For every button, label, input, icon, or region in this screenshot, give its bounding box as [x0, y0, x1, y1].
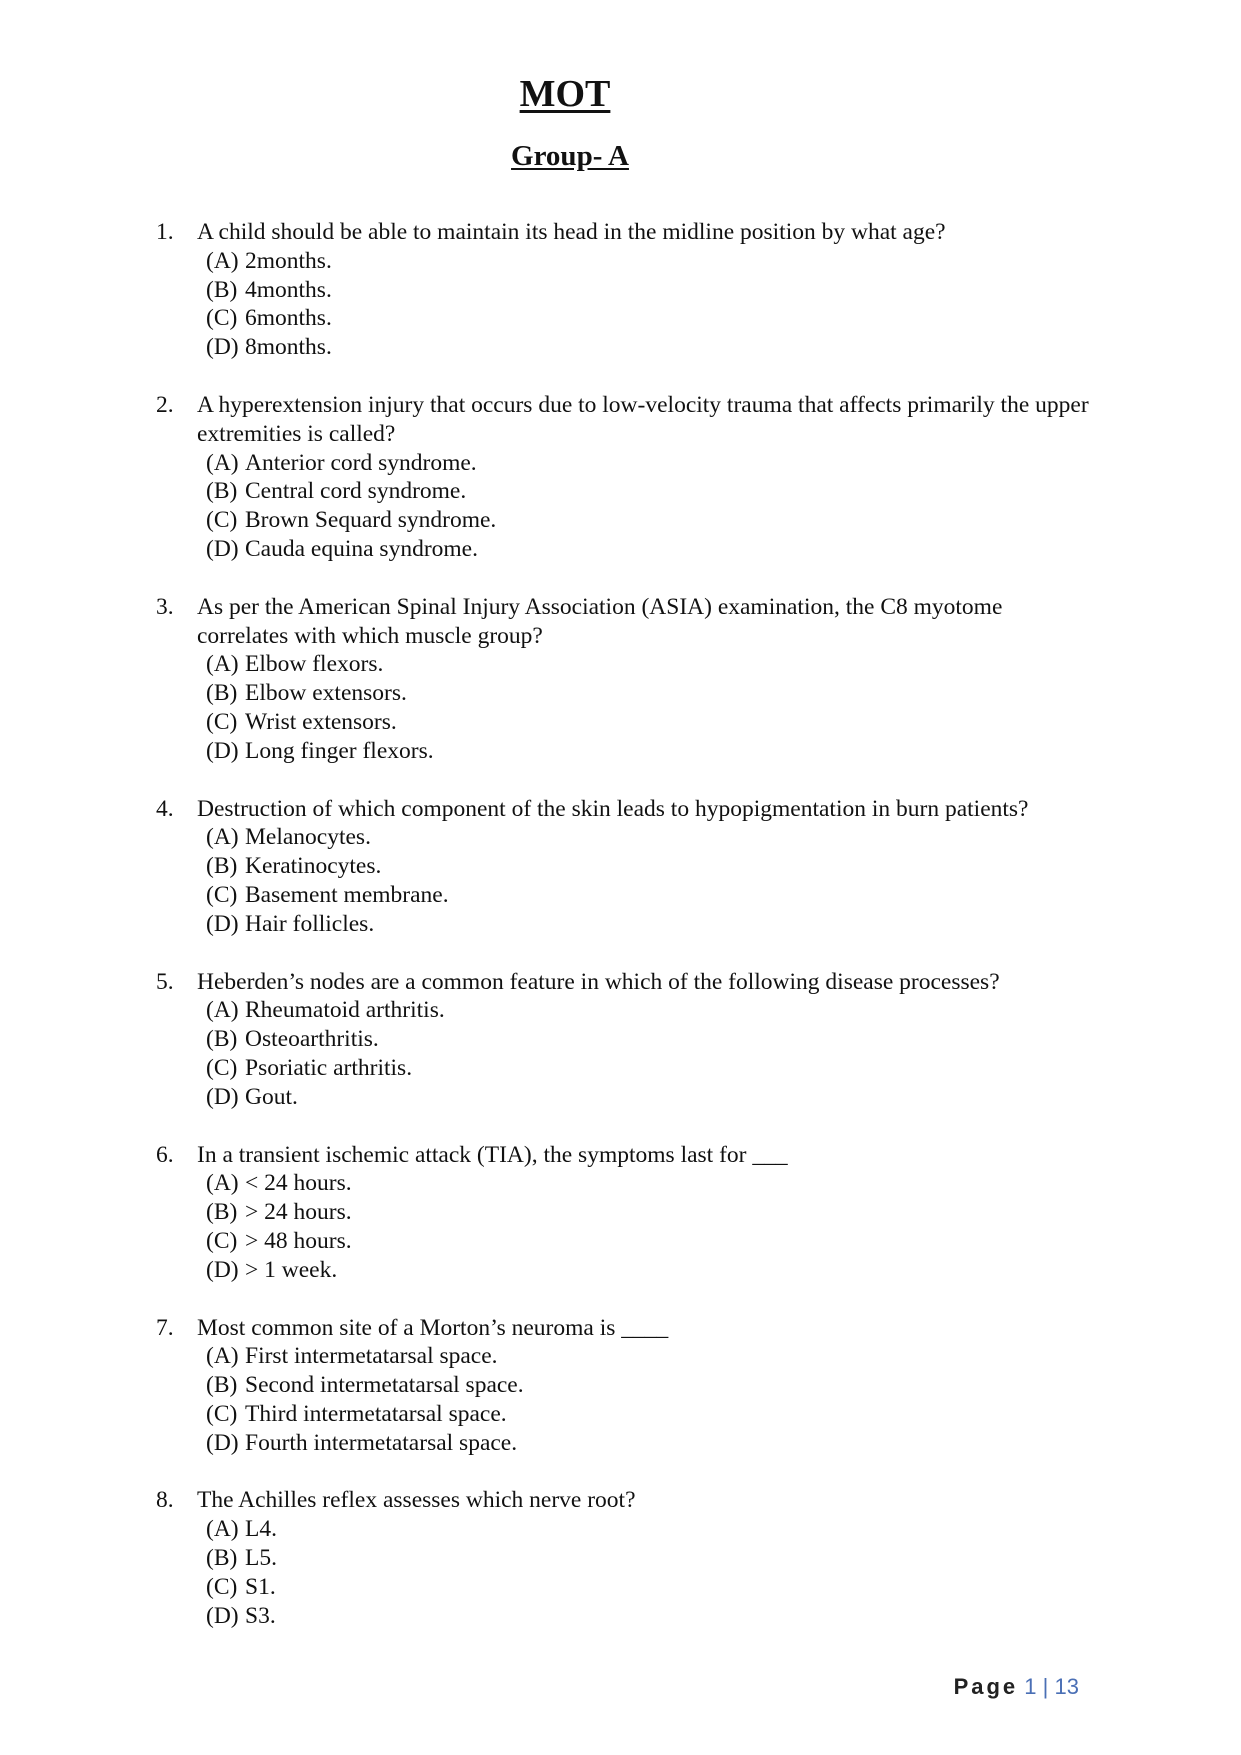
question-4	[156, 795, 1096, 939]
option-text: Psoriatic arthritis.	[245, 1054, 413, 1081]
option-text: First intermetatarsal space.	[245, 1343, 498, 1370]
question-number: 6.	[156, 1141, 174, 1168]
option-letter: (A)	[206, 1343, 239, 1370]
question-text: Heberden’s nodes are a common feature in which of the following disease processes?	[197, 968, 1000, 995]
option-letter: (A)	[206, 449, 239, 476]
option-c	[206, 304, 1096, 333]
question-2	[156, 391, 1096, 564]
option-a	[206, 449, 1096, 478]
option-text: Third intermetatarsal space.	[245, 1400, 507, 1427]
option-a	[206, 650, 1096, 679]
option-text: Keratinocytes.	[245, 853, 382, 880]
option-letter: (C)	[206, 1573, 238, 1600]
option-letter: (A)	[206, 997, 239, 1024]
page-footer	[954, 1674, 1079, 1700]
option-text: Second intermetatarsal space.	[245, 1372, 524, 1399]
question-text: Destruction of which component of the skin leads to hypopigmentation in burn patients?	[197, 795, 1029, 822]
option-text: Gout.	[245, 1083, 298, 1110]
question-text: As per the American Spinal Injury Association (ASIA) examination, the C8 myotome correlates with which muscle group?	[197, 593, 1003, 649]
question-list	[156, 218, 1096, 1659]
option-text: S3.	[245, 1602, 276, 1629]
option-text: Hair follicles.	[245, 910, 375, 937]
page-separator: |	[1042, 1674, 1049, 1699]
question-text: The Achilles reflex assesses which nerve root?	[197, 1487, 636, 1514]
option-list	[197, 823, 1096, 938]
question-8	[156, 1486, 1096, 1630]
option-text: 6months.	[245, 305, 332, 332]
option-text: Rheumatoid arthritis.	[245, 997, 445, 1024]
option-letter: (B)	[206, 1545, 238, 1572]
total-pages: 13	[1054, 1674, 1079, 1699]
option-text: Cauda equina syndrome.	[245, 535, 478, 562]
option-letter: (C)	[206, 305, 238, 332]
option-b	[206, 1025, 1096, 1054]
option-text: Central cord syndrome.	[245, 478, 467, 505]
question-text: A child should be able to maintain its head in the midline position by what age?	[197, 219, 946, 245]
option-c	[206, 708, 1096, 737]
option-list	[197, 996, 1096, 1111]
option-text: 4months.	[245, 276, 332, 303]
question-text: Most common site of a Morton’s neuroma is ____	[197, 1314, 669, 1341]
option-text: Fourth intermetatarsal space.	[245, 1429, 518, 1456]
option-a	[206, 823, 1096, 852]
option-text: Long finger flexors.	[245, 737, 434, 764]
option-text: Anterior cord syndrome.	[245, 449, 477, 476]
option-letter: (B)	[206, 1372, 238, 1399]
question-number: 8.	[156, 1487, 174, 1514]
option-a	[206, 1169, 1096, 1198]
option-b	[206, 1544, 1096, 1573]
option-a	[206, 1515, 1096, 1544]
option-c	[206, 881, 1096, 910]
option-text: Elbow extensors.	[245, 680, 407, 707]
option-letter: (C)	[206, 1400, 238, 1427]
question-text: In a transient ischemic attack (TIA), the symptoms last for ___	[197, 1141, 788, 1168]
option-a	[206, 247, 1096, 276]
question-6	[156, 1141, 1096, 1285]
option-letter: (D)	[206, 737, 239, 764]
option-text: Osteoarthritis.	[245, 1026, 379, 1053]
option-letter: (C)	[206, 708, 238, 735]
option-b	[206, 1371, 1096, 1400]
document-title: MOT	[519, 73, 611, 115]
option-text: Brown Sequard syndrome.	[245, 507, 497, 534]
option-text: 2months.	[245, 247, 332, 274]
option-letter: (D)	[206, 334, 239, 361]
option-letter: (D)	[206, 1602, 239, 1629]
option-letter: (B)	[206, 853, 238, 880]
option-text: > 1 week.	[245, 1256, 338, 1283]
option-c	[206, 506, 1096, 535]
question-7	[156, 1314, 1096, 1458]
option-b	[206, 276, 1096, 305]
option-text: > 24 hours.	[245, 1199, 352, 1226]
question-5	[156, 968, 1096, 1112]
question-number: 7.	[156, 1314, 174, 1341]
option-letter: (C)	[206, 507, 238, 534]
option-letter: (A)	[206, 824, 239, 851]
question-3	[156, 593, 1096, 766]
option-list	[197, 650, 1096, 765]
option-letter: (D)	[206, 910, 239, 937]
option-letter: (B)	[206, 276, 238, 303]
option-letter: (A)	[206, 651, 239, 678]
option-d	[206, 1602, 1096, 1631]
option-text: L5.	[245, 1545, 277, 1572]
option-d	[206, 910, 1096, 939]
question-number: 2.	[156, 391, 174, 418]
option-d	[206, 535, 1096, 564]
option-text: S1.	[245, 1573, 276, 1600]
option-d	[206, 1083, 1096, 1112]
option-letter: (A)	[206, 1516, 239, 1543]
question-number: 5.	[156, 968, 174, 995]
option-letter: (B)	[206, 1026, 238, 1053]
option-d	[206, 1429, 1096, 1458]
option-letter: (C)	[206, 881, 238, 908]
question-number: 4.	[156, 795, 174, 822]
option-list	[197, 1169, 1096, 1284]
option-text: Melanocytes.	[245, 824, 371, 851]
option-text: > 48 hours.	[245, 1227, 352, 1254]
option-b	[206, 1198, 1096, 1227]
option-list	[197, 1515, 1096, 1630]
option-letter: (C)	[206, 1054, 238, 1081]
option-letter: (B)	[206, 680, 238, 707]
option-letter: (D)	[206, 1429, 239, 1456]
option-d	[206, 737, 1096, 766]
option-a	[206, 1342, 1096, 1371]
option-text: Basement membrane.	[245, 881, 449, 908]
option-a	[206, 996, 1096, 1025]
option-d	[206, 1256, 1096, 1285]
option-c	[206, 1227, 1096, 1256]
option-text: Wrist extensors.	[245, 708, 397, 735]
question-number: 1.	[156, 219, 174, 245]
option-letter: (A)	[206, 247, 239, 274]
option-b	[206, 477, 1096, 506]
option-text: Elbow flexors.	[245, 651, 384, 678]
option-text: 8months.	[245, 334, 332, 361]
option-letter: (B)	[206, 1199, 238, 1226]
current-page-number: 1	[1024, 1674, 1037, 1699]
option-letter: (D)	[206, 1256, 239, 1283]
question-text: A hyperextension injury that occurs due to low-velocity trauma that affects primarily the upper extremities is called?	[197, 391, 1089, 447]
option-b	[206, 852, 1096, 881]
option-c	[206, 1054, 1096, 1083]
option-letter: (C)	[206, 1227, 238, 1254]
option-letter: (D)	[206, 1083, 239, 1110]
option-letter: (D)	[206, 535, 239, 562]
page-label: Page	[953, 1674, 1019, 1699]
option-letter: (A)	[206, 1170, 239, 1197]
option-list	[197, 449, 1096, 564]
option-text: < 24 hours.	[245, 1170, 352, 1197]
option-text: L4.	[245, 1516, 277, 1543]
option-d	[206, 333, 1096, 362]
question-number: 3.	[156, 593, 174, 620]
question-1	[156, 218, 1096, 362]
option-list	[197, 1342, 1096, 1457]
option-list	[197, 247, 1096, 362]
option-c	[206, 1573, 1096, 1602]
option-letter: (B)	[206, 478, 238, 505]
option-b	[206, 679, 1096, 708]
group-heading: Group- A	[511, 140, 629, 172]
option-c	[206, 1400, 1096, 1429]
